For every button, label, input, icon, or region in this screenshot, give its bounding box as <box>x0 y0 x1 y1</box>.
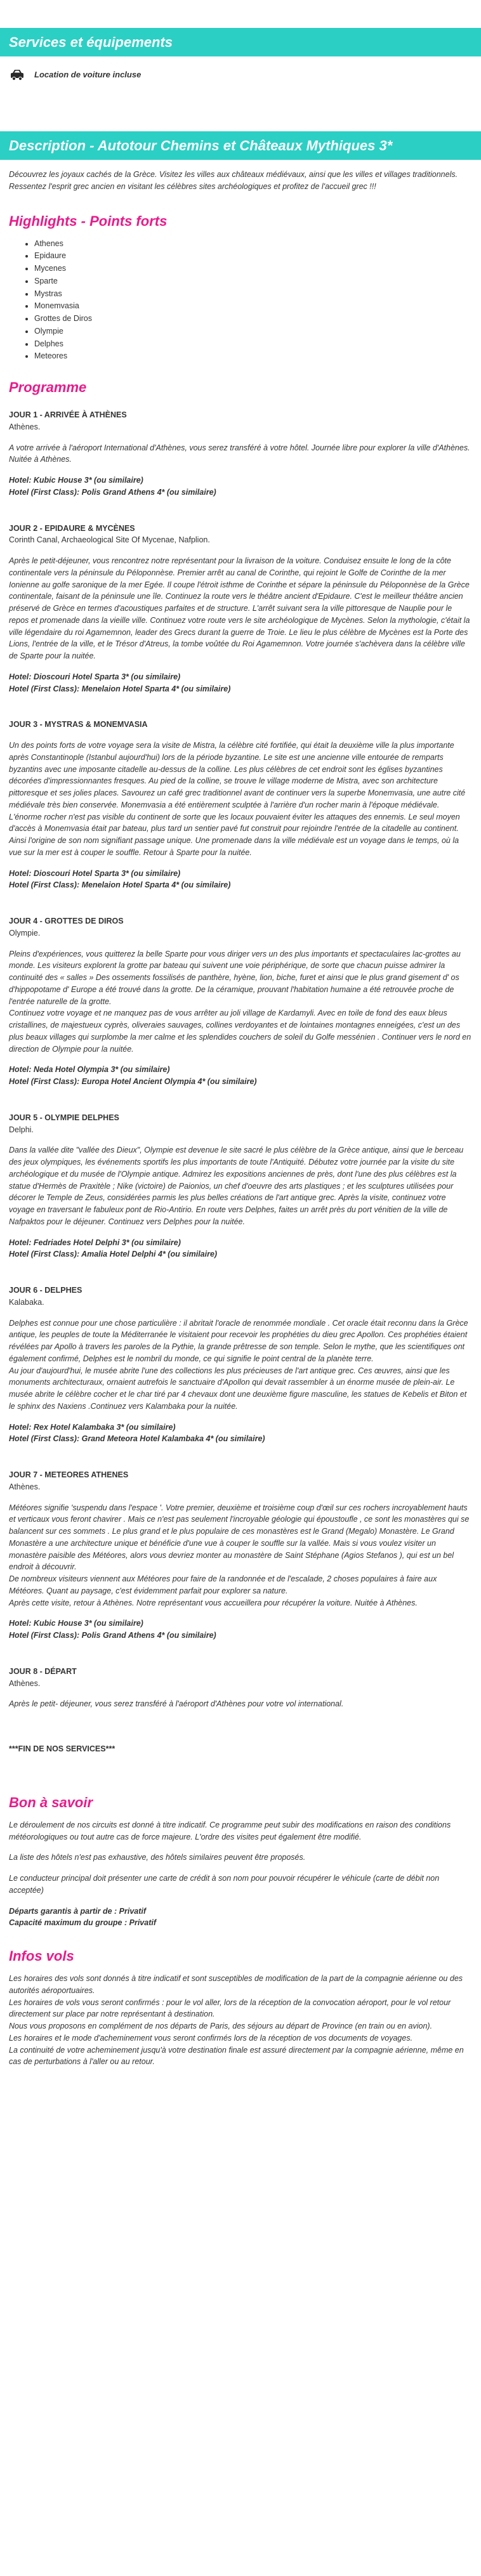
description-heading: Description - Autotour Chemins et Châteaux Mythiques 3* <box>0 131 481 160</box>
bon-a-savoir-body <box>9 1819 472 1929</box>
day-place: Athènes. <box>9 1482 41 1491</box>
day-description: Après le petit- déjeuner, vous serez transféré à l'aéroport d'Athènes pour votre vol international. <box>9 1699 344 1709</box>
group-fact: Départs garantis à partir de : Privatif <box>9 1906 147 1916</box>
end-note: ***FIN DE NOS SERVICES*** <box>9 1744 115 1753</box>
page <box>0 28 481 2068</box>
highlight-item: • Epidaure <box>34 250 472 263</box>
highlight-item: • Delphes <box>34 338 472 351</box>
info-paragraph: Le conducteur principal doit présenter une carte de crédit à son nom pour pouvoir récupérer le véhicule (carte de débit non acceptée) <box>9 1874 440 1895</box>
day-title: JOUR 7 - METEORES ATHENES <box>9 1470 129 1479</box>
group-fact: Capacité maximum du groupe : Privatif <box>9 1918 156 1928</box>
day-hotels <box>9 1618 472 1642</box>
day-title: JOUR 1 - ARRIVÉE À ATHÈNES <box>9 410 127 419</box>
programme-day <box>9 1666 472 1710</box>
highlight-item: • Meteores <box>34 350 472 363</box>
day-hotels <box>9 671 472 695</box>
highlights-heading: Highlights - Points forts <box>9 212 168 229</box>
day-description: Après le petit-déjeuner, vous rencontrez notre représentant pour la livraison de la voiture. Conduisez ensuite le long de la côte continentale vers la péninsule du Péloponnèse. Premier arrêt au canal de Corinthe, qui rejoint le Golfe de Corinthe de la mer Ionienne au golfe saronique de la mer Egée. Il coupe l'étroit isthme de Corinthe et sépare la péninsule du Péloponnèse de la Grèce continentale, faisant de la péninsule une île. Continuez la route vers le théâtre ancient d'Epidaure. C'est le meilleur théâtre ancien préservé de Grèce en termes d'acoustiques parfaites et de structure. L'arrêt suivant sera la ville pittoresque de Nauplie pour le repos et promenade dans la vieille ville. Continuez votre route vers le site archéologique de Mycènes. Selon la mythologie, c'était la ville légendaire du roi Agamemnon, leader des Grecs durant la guerre de Troie. Le lieu le plus célèbre de Mycènes est la Porte des Lions, l'entrée de la ville, et le Trésor d'Atreus, la tombe voûtée du Roi Agamemnon. Votre journée s'achèvera dans la célèbre ville de Sparte pour la nuitée. <box>9 556 470 660</box>
bon-a-savoir-heading: Bon à savoir <box>9 1794 93 1810</box>
day-place: Kalabaka. <box>9 1297 44 1307</box>
programme-day <box>9 523 472 695</box>
day-place: Athènes. <box>9 1678 41 1688</box>
programme-day <box>9 409 472 499</box>
group-facts <box>9 1906 472 1930</box>
hotel-line: Hotel (First Class): Polis Grand Athens 4* (ou similaire) <box>9 1631 216 1640</box>
highlight-item: • Monemvasia <box>34 300 472 313</box>
hotel-line: Hotel (First Class): Menelaion Hotel Sparta 4* (ou similaire) <box>9 880 231 890</box>
hotel-line: Hotel (First Class): Amalia Hotel Delphi 4* (ou similaire) <box>9 1250 218 1259</box>
programme-heading: Programme <box>9 379 87 395</box>
highlight-item: • Mystras <box>34 288 472 301</box>
car-icon <box>9 68 25 82</box>
programme-day <box>9 1112 472 1260</box>
day-hotels <box>9 1422 472 1446</box>
infos-vols-text: Les horaires des vols sont donnés à titre indicatif et sont susceptibles de modification de la part de la compagnie aérienne ou des autorités aéroportuaires. Les horaires de vols vous seront confirmés : pour le vol aller, lors de la réception de la convocation aéroport, pour le vol retour directement sur place par notre représentant à destination. Nous vous proposons en complément de nos départs de Paris, des séjours au départ de Province (en train ou en avion). Les horaires et le mode d'acheminement vous seront confirmés lors de la réception de vos documents de voyages. La continuité de votre acheminement jusqu'à votre destination finale est assuré directement par la compagnie aérienne, même en cas de perturbations à l'aller ou au retour. <box>9 1974 464 2067</box>
day-description: Dans la vallée dite "vallée des Dieux", Olympie est devenue le site sacré le plus célèbre de la Grèce antique, ainsi que le berceau des jeux olympiques, les événements sportifs les plus importants de toute l'Antiquité. Débutez votre journée par la visite du site archéologique et du musée de l'Olympie antique. Admirez les expositions anciennes de près, dont l'une des plus célèbres est la statue d'Hermès de Praxitèle ; Nike (victoire) de Paionios, un chef d'oeuvre des arts plastiques ; et les sculptures utilisées pour décorer le Temple de Zeus, considérées parmis les plus belles créations de l'art antique grec. Après la visite, continuez votre voyage en traversant le fabuleux pont de Rio-Antirio. En route vers Delphes, faites un arrêt près du port vénitien de la ville de Nafpaktos pour le déjeuner. Continuez vers Delphes pour la nuitée. <box>9 1146 464 1226</box>
day-description: Un des points forts de votre voyage sera la visite de Mistra, la célèbre cité fortifiée, qui était la deuxième ville la plus importante après Constantinople (Istanbul aujourd'hui) lors de la période byzantine. Le site est une ancienne ville entourée de remparts byzantins avec une imposante citadelle au-dessus de la colline. Les plus célèbres de cet endroit sont les églises byzantines décorées d'impressionnantes fresques. Au pied de la colline, se trouve le village moderne de Mistra, avec son architecture pittoresque et ses jolies places. Savourez un café grec traditionnel avant de continuer vers la superbe Monemvasia, une autre cité médiévale très bien conservée. Monemvasia a été entièrement sculptée à l'arrière d'un rocher marin à l'époque médiévale. L'énorme rocher n'est pas visible du continent de sorte que les locaux pouvaient éviter les attaques des ennemis. Le seul moyen d'accès à Monemvasia était par bateau, plus tard un sentier pavé fut construit pour rejoindre l'entrée de la citadelle au continent. Ainsi l'origine de son nom signifiant passage unique. Une promenade dans la ville médiévale est un voyage dans le temps, où la vue sur la mer est à couper le souffle. Retour à Sparte pour la nuitée. <box>9 741 466 857</box>
highlight-item: • Athenes <box>34 238 472 251</box>
programme-day <box>9 719 472 891</box>
highlight-item: • Olympie <box>34 325 472 338</box>
day-title: JOUR 8 - DÉPART <box>9 1666 77 1676</box>
description-intro: Découvrez les joyaux cachés de la Grèce. Visitez les villes aux châteaux médiévaux, ainsi que les villes et villages traditionnels. Ressentez l'esprit grec ancien en visitant les célèbres sites archéologiques et profitez de l'accueil grec !!! <box>9 170 458 191</box>
description-section <box>0 169 481 2068</box>
service-item-label: Location de voiture incluse <box>34 70 142 80</box>
hotel-line: Hotel: Kubic House 3* (ou similaire) <box>9 1619 143 1628</box>
highlight-item: • Grottes de Diros <box>34 313 472 325</box>
day-description: A votre arrivée à l'aéroport International d'Athènes, vous serez transféré à votre hôtel. Journée libre pour explorer la ville d'Athènes. Nuitée à Athènes. <box>9 443 470 464</box>
day-title: JOUR 6 - DELPHES <box>9 1286 82 1295</box>
hotel-line: Hotel (First Class): Grand Meteora Hotel Kalambaka 4* (ou similaire) <box>9 1434 265 1444</box>
hotel-line: Hotel: Dioscouri Hotel Sparta 3* (ou similaire) <box>9 868 181 878</box>
day-place: Olympie. <box>9 928 41 938</box>
service-item <box>0 56 481 82</box>
hotel-line: Hotel (First Class): Polis Grand Athens 4* (ou similaire) <box>9 487 216 497</box>
day-description: Météores signifie 'suspendu dans l'espace '. Votre premier, deuxième et troisième coup d'œil sur ces rochers incroyablement hauts et verticaux vous feront chavirer . Mais ce n'est pas seulement l'incroyable géologie qui époustoufle , ce sont les monastères qui se balancent sur ces sommets . Le plus grand et le plus populaire de ces monastères est le Grand (Megalo) Monastère. Le Grand Monastère a une architecture unique et bénéficie d'une vue à couper le souffle sur la vallée. Mais si vous voulez visiter un monastère paisible des Météores, alors vous devriez monter au monastère de Saint Stéphane (Agios Stefanos ), qui est un bel endroit à découvrir. De nombreux visiteurs viennent aux Météores pour faire de la randonnée et de l'escalade, 2 choses populaires à faire aux Météores. Quant au paysage, c'est évidemment parfait pour explorer sa nature. Après cette visite, retour à Athènes. Notre représentant vous accueillera pour récupérer la voiture. Nuitée à Athènes. <box>9 1503 470 1607</box>
day-place: Corinth Canal, Archaeological Site Of Mycenae, Nafplion. <box>9 535 210 545</box>
programme-day <box>9 1285 472 1445</box>
day-hotels <box>9 474 472 499</box>
day-place: Athènes. <box>9 422 41 431</box>
highlight-item: • Sparte <box>34 275 472 288</box>
hotel-line: Hotel: Kubic House 3* (ou similaire) <box>9 476 143 485</box>
hotel-line: Hotel (First Class): Europa Hotel Ancient Olympia 4* (ou similaire) <box>9 1077 257 1086</box>
programme-day <box>9 915 472 1088</box>
day-title: JOUR 2 - EPIDAURE & MYCÈNES <box>9 523 135 533</box>
day-title: JOUR 3 - MYSTRAS & MONEMVASIA <box>9 720 148 729</box>
day-description: Delphes est connue pour une chose particulière : il abritait l'oracle de renommée mondiale . Cet oracle était reconnu dans la Grèce antique, les peuples de toute la Méditerranée le visitaient pour recevoir les prophéties du dieu grec Apollon. Ces prophéties étaient révélées par Apollo à travers les paroles de la Pythie, la grande prêtresse de son temple. Selon le mythe, que les scientifiques ont également confirmé, Delphes est le nombril du monde, ce qui signifie le point central de la planète terre. Au jour d'aujourd'hui, le musée abrite l'une des collections les plus précieuses de l'art antique grec. Ces œuvres, ainsi que les monuments architecturaux, ornaient autrefois le sanctuaire d'Apollon qui devait rassembler à un énorme musée de plein-air. Le musée abrite le célèbre cocher et le char tiré par 4 chevaux dont une deuxième figure masculine, les statues de Kebelis et Biton et le sphinx des Naxiens .Continuez vers Kalambaka pour la nuitée. <box>9 1318 468 1411</box>
info-paragraph: Le déroulement de nos circuits est donné à titre indicatif. Ce programme peut subir des modifications en raison des conditions météorologiques ou tout autre cas de force majeure. L'ordre des visites peut également être modifié. <box>9 1820 451 1841</box>
programme-day <box>9 1469 472 1642</box>
day-hotels <box>9 868 472 892</box>
hotel-line: Hotel: Neda Hotel Olympia 3* (ou similaire) <box>9 1065 170 1075</box>
highlights-list <box>9 238 472 363</box>
highlight-item: • Mycenes <box>34 263 472 275</box>
infos-vols-heading: Infos vols <box>9 1948 74 1964</box>
day-description: Pleins d'expériences, vous quitterez la belle Sparte pour vous diriger vers un des plus importants et spectaculaires lac-grottes au monde. Les visiteurs explorent la grotte par bateau qui suivent une voie périphérique, de sorte que chacun puisse admirer la continuité des « salles » Des ossements fossilisés de panthère, hyène, lion, biche, furet et ainsi que le plus grand gisement d' os d'hippopotame d' Europe a été trouvé dans la grotte. De la céramique, prouvant l'habitation humaine a été retrouvée proche de l'entrée naturelle de la grotte. Continuez votre voyage et ne manquez pas de vous arrêter au joli village de Kardamyli. Avec en toile de fond des eaux bleus cristallines, de majestueux cyprès, oliveraies sauvages, collines verdoyantes et de lointaines montagnes enneigées, c'est un des plus beaux villages qui surplombe la mer calme et les splendides couchers de soleil du Golfe messénien . Continuer vers le nord en direction de Olympie pour la nuitée. <box>9 949 471 1054</box>
hotel-line: Hotel: Fedriades Hotel Delphi 3* (ou similaire) <box>9 1238 181 1247</box>
day-title: JOUR 5 - OLYMPIE DELPHES <box>9 1113 119 1122</box>
day-hotels <box>9 1237 472 1261</box>
hotel-line: Hotel (First Class): Menelaion Hotel Sparta 4* (ou similaire) <box>9 684 231 693</box>
hotel-line: Hotel: Dioscouri Hotel Sparta 3* (ou similaire) <box>9 672 181 681</box>
day-title: JOUR 4 - GROTTES DE DIROS <box>9 917 124 925</box>
day-place: Delphi. <box>9 1125 34 1134</box>
info-paragraph: La liste des hôtels n'est pas exhaustive, des hôtels similaires peuvent être proposés. <box>9 1853 306 1862</box>
hotel-line: Hotel: Rex Hotel Kalambaka 3* (ou similaire) <box>9 1422 176 1432</box>
day-hotels <box>9 1064 472 1088</box>
programme-days <box>9 409 472 1710</box>
services-heading: Services et équipements <box>0 28 481 56</box>
